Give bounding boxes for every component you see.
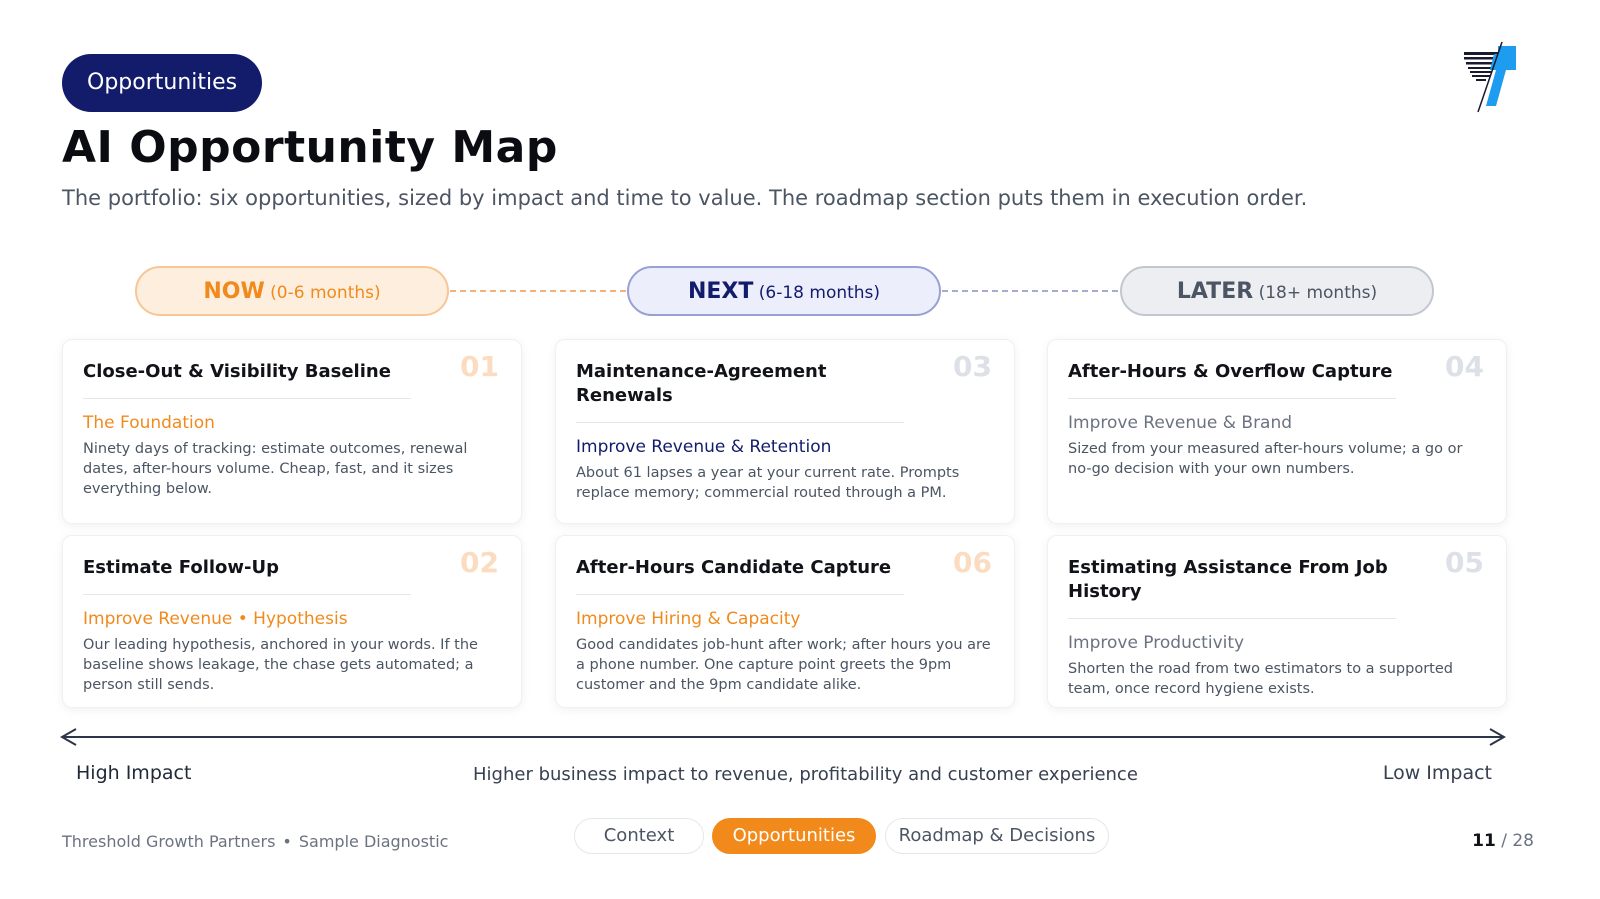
phase-connector bbox=[450, 290, 626, 292]
phase-later bbox=[1120, 266, 1434, 316]
opportunity-card bbox=[1047, 339, 1507, 524]
footer-separator: • bbox=[282, 832, 292, 851]
phase-connector bbox=[942, 290, 1118, 292]
card-title: Close-Out & Visibility Baseline bbox=[83, 361, 391, 382]
card-description: Our leading hypothesis, anchored in your words. If the baseline shows leakage, the chase gets automated; a person still sends. bbox=[83, 637, 478, 693]
card-description: Shorten the road from two estimators to a supported team, once record hygiene exists. bbox=[1068, 661, 1453, 697]
phase-now-name: NOW bbox=[203, 279, 265, 304]
section-pill: Opportunities bbox=[62, 54, 262, 112]
card-tag: Improve Hiring & Capacity bbox=[576, 609, 801, 629]
footer-company: Threshold Growth Partners bbox=[62, 832, 276, 851]
card-number: 06 bbox=[953, 546, 992, 579]
page-current: 11 bbox=[1472, 831, 1496, 851]
card-divider bbox=[576, 422, 904, 423]
card-divider bbox=[83, 398, 411, 399]
card-number: 03 bbox=[953, 350, 992, 383]
axis-description: Higher business impact to revenue, profitability and customer experience bbox=[473, 764, 1138, 785]
opportunity-card bbox=[62, 339, 522, 524]
card-tag: Improve Productivity bbox=[1068, 633, 1245, 653]
phase-next-name: NEXT bbox=[687, 279, 754, 304]
card-number: 05 bbox=[1445, 546, 1484, 579]
card-title: Estimate Follow-Up bbox=[83, 557, 280, 578]
opportunity-card bbox=[555, 535, 1015, 708]
card-description: About 61 lapses a year at your current rate. Prompts replace memory; commercial routed through a PM. bbox=[576, 465, 960, 501]
card-tag: Improve Revenue & Brand bbox=[1068, 413, 1293, 433]
card-number: 04 bbox=[1445, 350, 1484, 383]
phase-next bbox=[627, 266, 941, 316]
nav-roadmap-button[interactable]: Roadmap & Decisions bbox=[885, 818, 1109, 854]
phase-next-range: (6-18 months) bbox=[758, 283, 881, 303]
card-title: After-Hours Candidate Capture bbox=[576, 557, 892, 578]
card-divider bbox=[83, 594, 411, 595]
nav-opportunities-button[interactable]: Opportunities bbox=[712, 818, 876, 854]
footer-doc: Sample Diagnostic bbox=[298, 832, 449, 851]
phase-later-range: (18+ months) bbox=[1258, 283, 1378, 303]
page-subtitle: The portfolio: six opportunities, sized by impact and time to value. The roadmap section puts them in execution order. bbox=[62, 186, 1308, 210]
opportunity-card bbox=[555, 339, 1015, 524]
card-number: 01 bbox=[460, 350, 499, 383]
card-description: Sized from your measured after-hours volume; a go or no-go decision with your own numbers. bbox=[1068, 441, 1463, 477]
impact-axis-arrow bbox=[60, 726, 1506, 748]
page-number bbox=[1472, 831, 1534, 851]
card-title: Estimating Assistance From Job History bbox=[1068, 557, 1388, 602]
footer-credits bbox=[62, 832, 448, 851]
axis-high-impact-label: High Impact bbox=[76, 762, 192, 784]
card-divider bbox=[576, 594, 904, 595]
card-tag: Improve Revenue • Hypothesis bbox=[83, 609, 348, 629]
card-divider bbox=[1068, 618, 1396, 619]
nav-context-button[interactable]: Context bbox=[574, 818, 704, 854]
t-logo-icon bbox=[1460, 40, 1522, 116]
card-number: 02 bbox=[460, 546, 499, 579]
page-title: AI Opportunity Map bbox=[62, 122, 558, 173]
card-title: After-Hours & Overflow Capture bbox=[1068, 361, 1393, 382]
opportunity-card bbox=[1047, 535, 1507, 708]
opportunity-card bbox=[62, 535, 522, 708]
card-title: Maintenance-Agreement Renewals bbox=[576, 361, 827, 406]
axis-low-impact-label: Low Impact bbox=[1382, 762, 1492, 784]
phase-now bbox=[135, 266, 449, 316]
card-divider bbox=[1068, 398, 1396, 399]
card-tag: The Foundation bbox=[83, 413, 215, 433]
page-total: / 28 bbox=[1501, 831, 1534, 851]
card-description: Ninety days of tracking: estimate outcomes, renewal dates, after-hours volume. Cheap, fast, and it sizes everything below. bbox=[83, 441, 468, 497]
card-tag: Improve Revenue & Retention bbox=[576, 437, 832, 457]
phase-timeline bbox=[0, 266, 1600, 316]
card-description: Good candidates job-hunt after work; after hours you are a phone number. One capture point greets the 9pm customer and the 9pm candidate alike. bbox=[576, 637, 991, 693]
phase-later-name: LATER bbox=[1176, 279, 1254, 304]
phase-now-range: (0-6 months) bbox=[270, 283, 381, 303]
